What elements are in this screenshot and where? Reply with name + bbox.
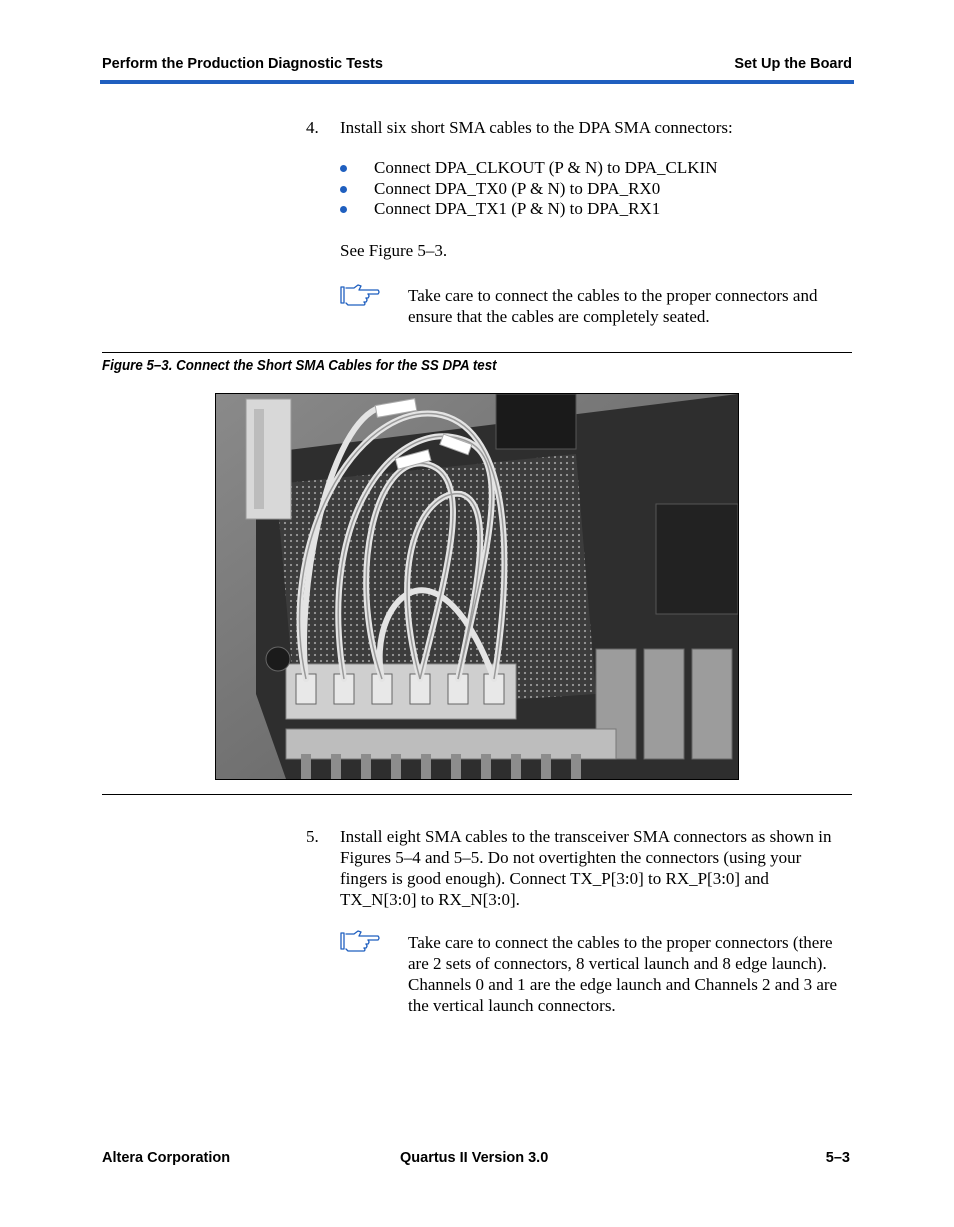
see-figure-ref: See Figure 5–3. bbox=[340, 241, 448, 260]
bullet-icon bbox=[340, 186, 347, 193]
bullet-list bbox=[338, 158, 718, 220]
step-number: 4. bbox=[306, 118, 319, 137]
figure-caption: Figure 5–3. Connect the Short SMA Cables for the SS DPA test bbox=[102, 358, 497, 374]
footer-left: Altera Corporation bbox=[102, 1150, 231, 1166]
list-item: Connect DPA_TX0 (P & N) to DPA_RX0 bbox=[338, 179, 718, 200]
header-right: Set Up the Board bbox=[734, 56, 852, 72]
bullet-icon bbox=[340, 165, 347, 172]
step-text: Install eight SMA cables to the transceiver SMA connectors as shown in Figures 5–4 and 5–5. Do not overtighten the connectors (using your fingers is good enough). Connect TX_P[3:0] to RX_P[3:0] and TX_N[3:0] to RX_N[3:0]. bbox=[340, 827, 832, 909]
note-text: Take care to connect the cables to the proper connectors and ensure that the cables are completely seated. bbox=[408, 286, 818, 326]
list-item: Connect DPA_TX1 (P & N) to DPA_RX1 bbox=[338, 199, 718, 220]
page-number: 5–3 bbox=[825, 1150, 850, 1166]
figure-bottom-rule bbox=[102, 794, 852, 795]
note-text: Take care to connect the cables to the proper connectors (there are 2 sets of connectors, 8 vertical launch and 8 edge launch). Channels 0 and 1 are the edge launch and Channels 2 and 3 are the vertical launch connectors. bbox=[408, 933, 838, 1015]
footer-center: Quartus II Version 3.0 bbox=[400, 1150, 549, 1166]
board-cables-photo bbox=[215, 393, 739, 780]
header-rule bbox=[100, 80, 854, 84]
step-text: Install six short SMA cables to the DPA SMA connectors: bbox=[340, 118, 733, 137]
figure-top-rule bbox=[102, 352, 852, 353]
pointing-hand-icon bbox=[340, 284, 380, 306]
pointing-hand-icon bbox=[340, 930, 380, 952]
header-left: Perform the Production Diagnostic Tests bbox=[102, 56, 383, 72]
step-number: 5. bbox=[306, 827, 319, 846]
list-item: Connect DPA_CLKOUT (P & N) to DPA_CLKIN bbox=[338, 158, 718, 179]
bullet-icon bbox=[340, 206, 347, 213]
